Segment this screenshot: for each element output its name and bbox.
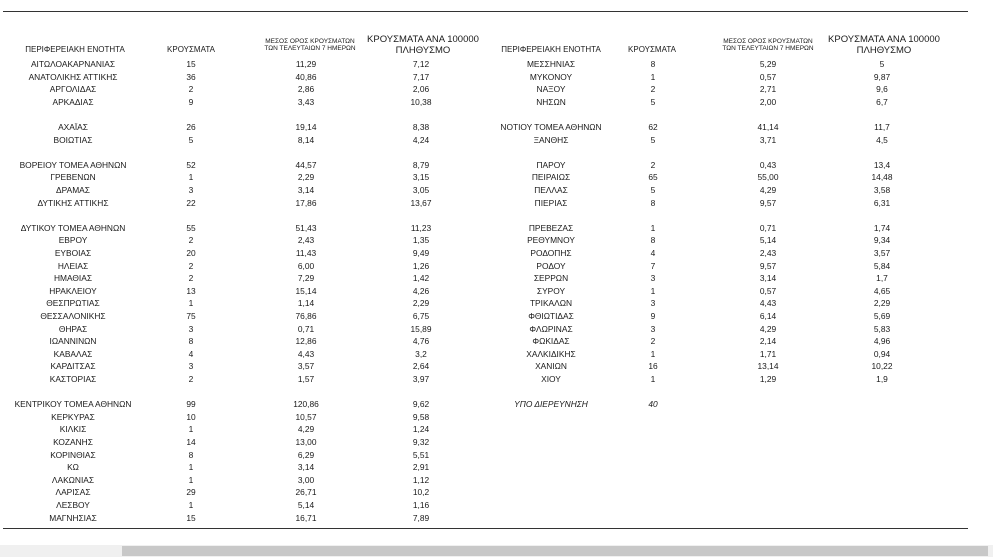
region-name-cell: ΛΑΚΩΝΙΑΣ — [51, 474, 95, 485]
cases-cell: 1 — [188, 474, 194, 485]
avg-7day-cell: 0,57 — [759, 285, 777, 296]
header-rate-left-line2: ΠΛΗΘΥΣΜΟ — [395, 44, 451, 56]
region-name-cell: ΚΕΡΚΥΡΑΣ — [51, 411, 95, 422]
cases-cell: 1 — [188, 298, 194, 309]
rate-per-100k-cell: 5,51 — [412, 449, 430, 460]
avg-7day-cell: 4,43 — [759, 298, 777, 309]
region-name-cell: ΠΙΕΡΙΑΣ — [534, 197, 568, 208]
rate-per-100k-cell: 2,64 — [412, 361, 430, 372]
region-name-cell: ΞΑΝΘΗΣ — [533, 134, 569, 145]
header-avg-right-line1: ΜΕΣΟΣ ΟΡΟΣ ΚΡΟΥΣΜΑΤΩΝ — [723, 38, 813, 45]
avg-7day-cell: 2,43 — [759, 248, 777, 258]
cases-cell: 2 — [188, 84, 194, 95]
bottom-rule — [3, 528, 968, 529]
avg-7day-cell: 6,14 — [759, 311, 777, 321]
header-avg-right — [708, 38, 828, 53]
region-name-cell: ΡΟΔΟΥ — [536, 260, 566, 271]
avg-7day-cell: 13,14 — [757, 361, 779, 372]
avg-7day-cell: 4,29 — [297, 424, 315, 435]
region-name-cell: ΜΑΓΝΗΣΙΑΣ — [49, 512, 97, 523]
cases-cell: 55 — [186, 222, 196, 233]
cases-cell: 2 — [650, 159, 656, 170]
region-name-cell: ΚΟΖΑΝΗΣ — [53, 437, 93, 447]
avg-7day-cell: 11,43 — [295, 248, 317, 258]
cases-cell: 5 — [650, 96, 656, 107]
region-name-cell: ΡΟΔΟΠΗΣ — [530, 248, 572, 258]
rate-per-100k-cell: 2,29 — [873, 298, 891, 309]
avg-7day-cell: 7,29 — [297, 273, 315, 284]
cases-cell: 3 — [650, 273, 656, 284]
region-name-cell: ΑΡΓΟΛΙΔΑΣ — [49, 84, 97, 95]
header-avg-right-line2: ΤΩΝ ΤΕΛΕΥΤΑΙΩΝ 7 ΗΜΕΡΩΝ — [722, 45, 814, 53]
cases-cell: 2 — [188, 235, 194, 246]
region-name-cell: ΗΜΑΘΙΑΣ — [53, 273, 93, 284]
avg-7day-cell: 2,86 — [297, 84, 315, 95]
rate-per-100k-cell: 5,69 — [873, 311, 891, 321]
cases-cell: 4 — [188, 348, 194, 359]
rate-per-100k-cell: 3,97 — [412, 374, 430, 384]
rate-per-100k-cell: 1,16 — [412, 500, 430, 510]
cases-cell: 1 — [188, 424, 194, 435]
avg-7day-cell: 51,43 — [295, 222, 317, 233]
rate-per-100k-cell: 4,65 — [873, 285, 891, 296]
cases-cell: 3 — [188, 361, 194, 372]
rate-per-100k-cell: 13,4 — [873, 159, 891, 170]
top-rule — [3, 11, 968, 12]
avg-7day-cell: 8,14 — [297, 134, 315, 145]
avg-7day-cell: 120,86 — [293, 399, 319, 410]
region-name-cell: ΝΑΞΟΥ — [536, 84, 566, 95]
rate-per-100k-cell: 3,05 — [412, 185, 430, 195]
avg-7day-cell: 3,14 — [759, 273, 777, 284]
avg-7day-cell: 2,00 — [759, 96, 777, 107]
avg-7day-cell: 5,14 — [297, 500, 315, 510]
rate-per-100k-cell: 4,24 — [412, 134, 430, 145]
header-rate-right-line2: ΠΛΗΘΥΣΜΟ — [856, 44, 912, 56]
cases-cell: 5 — [188, 134, 194, 145]
region-name-cell: ΡΕΘΥΜΝΟΥ — [527, 235, 575, 246]
rate-per-100k-cell: 9,49 — [412, 248, 430, 258]
cases-cell: 3 — [188, 185, 194, 195]
rate-per-100k-cell: 1,74 — [873, 222, 891, 233]
cases-cell: 22 — [186, 197, 196, 208]
rate-per-100k-cell: 2,29 — [412, 298, 430, 309]
region-name-cell: ΜΕΣΣΗΝΙΑΣ — [526, 59, 576, 69]
cases-cell: 52 — [186, 159, 196, 170]
cases-cell: 16 — [648, 361, 658, 372]
avg-7day-cell: 3,00 — [297, 474, 315, 485]
region-name-cell: ΠΕΛΛΑΣ — [534, 185, 568, 195]
rate-per-100k-cell: 6,7 — [876, 96, 888, 107]
rate-per-100k-cell: 9,58 — [412, 411, 430, 422]
cases-cell: 7 — [650, 260, 656, 271]
rate-per-100k-cell: 1,7 — [876, 273, 888, 284]
rate-per-100k-cell: 1,42 — [412, 273, 430, 284]
rate-per-100k-cell: 3,2 — [415, 348, 427, 359]
region-name-cell: ΚΟΡΙΝΘΙΑΣ — [50, 449, 96, 460]
header-rate-right — [819, 35, 949, 57]
avg-7day-cell: 0,71 — [297, 323, 315, 334]
region-name-cell: ΔΥΤΙΚΗΣ ΑΤΤΙΚΗΣ — [37, 197, 109, 208]
region-name-cell: ΥΠΟ ΔΙΕΡΕΥΝΗΣΗ — [514, 399, 588, 410]
cases-cell: 65 — [648, 172, 658, 183]
rate-per-100k-cell: 3,15 — [412, 172, 430, 183]
avg-7day-cell: 4,29 — [759, 185, 777, 195]
header-avg-left-line1: ΜΕΣΟΣ ΟΡΟΣ ΚΡΟΥΣΜΑΤΩΝ — [265, 38, 355, 45]
avg-7day-cell: 12,86 — [295, 336, 317, 347]
rate-per-100k-cell: 15,89 — [410, 323, 432, 334]
region-name-cell: ΘΗΡΑΣ — [58, 323, 88, 334]
cases-cell: 1 — [188, 500, 194, 510]
cases-cell: 1 — [650, 374, 656, 384]
rate-per-100k-cell: 6,31 — [873, 197, 891, 208]
rate-per-100k-cell: 8,79 — [412, 159, 430, 170]
header-cases-right: ΚΡΟΥΣΜΑΤΑ — [628, 45, 676, 54]
region-name-cell: ΗΡΑΚΛΕΙΟΥ — [49, 285, 97, 296]
avg-7day-cell: 2,29 — [297, 172, 315, 183]
avg-7day-cell: 2,43 — [297, 235, 315, 246]
region-name-cell: ΦΛΩΡΙΝΑΣ — [529, 323, 573, 334]
cases-cell: 29 — [186, 487, 196, 498]
region-name-cell: ΜΥΚΟΝΟΥ — [529, 71, 573, 82]
rate-per-100k-cell: 0,94 — [873, 348, 891, 359]
rate-per-100k-cell: 11,23 — [410, 222, 432, 233]
avg-7day-cell: 3,71 — [759, 134, 777, 145]
region-name-cell: ΧΑΛΚΙΔΙΚΗΣ — [526, 348, 576, 359]
avg-7day-cell: 2,71 — [759, 84, 777, 95]
avg-7day-cell: 5,29 — [759, 59, 777, 69]
cases-cell: 15 — [186, 512, 196, 523]
header-avg-left-line2: ΤΩΝ ΤΕΛΕΥΤΑΙΩΝ 7 ΗΜΕΡΩΝ — [264, 45, 356, 53]
rate-per-100k-cell: 5,83 — [873, 323, 891, 334]
avg-7day-cell: 3,57 — [297, 361, 315, 372]
rate-per-100k-cell: 7,89 — [412, 512, 430, 523]
header-rate-right-line1: ΚΡΟΥΣΜΑΤΑ ΑΝΑ 100000 — [828, 34, 940, 45]
region-name-cell: ΧΙΟΥ — [541, 374, 561, 384]
avg-7day-cell: 3,14 — [297, 185, 315, 195]
region-name-cell: ΕΒΡΟΥ — [58, 235, 88, 246]
cases-cell: 8 — [650, 235, 656, 246]
cases-cell: 15 — [186, 59, 196, 69]
region-name-cell: ΣΥΡΟΥ — [536, 285, 566, 296]
avg-7day-cell: 76,86 — [295, 311, 317, 321]
header-region-right: ΠΕΡΙΦΕΡΕΙΑΚΗ ΕΝΟΤΗΤΑ — [501, 45, 601, 54]
cases-cell: 75 — [186, 311, 196, 321]
avg-7day-cell: 1,14 — [297, 298, 315, 309]
rate-per-100k-cell: 3,57 — [873, 248, 891, 258]
rate-per-100k-cell: 4,76 — [412, 336, 430, 347]
region-name-cell: ΚΕΝΤΡΙΚΟΥ ΤΟΜΕΑ ΑΘΗΝΩΝ — [14, 399, 132, 410]
rate-per-100k-cell: 8,38 — [412, 122, 430, 132]
cases-cell: 13 — [186, 285, 196, 296]
rate-per-100k-cell: 2,06 — [412, 84, 430, 95]
cases-cell: 14 — [186, 437, 196, 447]
cases-cell: 26 — [186, 122, 196, 132]
avg-7day-cell: 4,29 — [759, 323, 777, 334]
cases-cell: 1 — [650, 285, 656, 296]
avg-7day-cell: 9,57 — [759, 260, 777, 271]
region-name-cell: ΛΑΡΙΣΑΣ — [55, 487, 91, 498]
header-region-left: ΠΕΡΙΦΕΡΕΙΑΚΗ ΕΝΟΤΗΤΑ — [25, 45, 125, 54]
rate-per-100k-cell: 9,6 — [876, 84, 888, 95]
avg-7day-cell: 3,43 — [297, 96, 315, 107]
region-name-cell: ΤΡΙΚΑΛΩΝ — [529, 298, 573, 309]
cases-cell: 8 — [188, 336, 194, 347]
rate-per-100k-cell: 1,24 — [412, 424, 430, 435]
region-name-cell: ΦΘΙΩΤΙΔΑΣ — [528, 311, 574, 321]
rate-per-100k-cell: 13,67 — [410, 197, 432, 208]
rate-per-100k-cell: 2,91 — [412, 462, 430, 473]
cases-cell: 1 — [188, 172, 194, 183]
region-name-cell: ΠΡΕΒΕΖΑΣ — [528, 222, 574, 233]
cases-cell: 5 — [650, 134, 656, 145]
region-name-cell: ΓΡΕΒΕΝΩΝ — [50, 172, 96, 183]
cases-cell: 3 — [650, 323, 656, 334]
rate-per-100k-cell: 7,12 — [412, 59, 430, 69]
region-name-cell: ΑΙΤΩΛΟΑΚΑΡΝΑΝΙΑΣ — [30, 59, 116, 69]
region-name-cell: ΙΩΑΝΝΙΝΩΝ — [49, 336, 97, 347]
cases-cell: 3 — [188, 323, 194, 334]
region-name-cell: ΑΝΑΤΟΛΙΚΗΣ ΑΤΤΙΚΗΣ — [28, 71, 118, 82]
avg-7day-cell: 4,43 — [297, 348, 315, 359]
avg-7day-cell: 26,71 — [295, 487, 317, 498]
region-name-cell: ΠΕΙΡΑΙΩΣ — [531, 172, 571, 183]
region-name-cell: ΚΩ — [67, 462, 79, 473]
rate-per-100k-cell: 1,9 — [876, 374, 888, 384]
rate-per-100k-cell: 1,35 — [412, 235, 430, 246]
region-name-cell: ΦΩΚΙΔΑΣ — [532, 336, 570, 347]
avg-7day-cell: 11,29 — [295, 59, 317, 69]
rate-per-100k-cell: 1,26 — [412, 260, 430, 271]
header-rate-left-line1: ΚΡΟΥΣΜΑΤΑ ΑΝΑ 100000 — [367, 34, 479, 45]
region-name-cell: ΝΟΤΙΟΥ ΤΟΜΕΑ ΑΘΗΝΩΝ — [500, 122, 602, 132]
cases-cell: 2 — [188, 260, 194, 271]
rate-per-100k-cell: 3,58 — [873, 185, 891, 195]
avg-7day-cell: 5,14 — [759, 235, 777, 246]
rate-per-100k-cell: 9,32 — [412, 437, 430, 447]
rate-per-100k-cell: 14,48 — [871, 172, 893, 183]
avg-7day-cell: 19,14 — [295, 122, 317, 132]
rate-per-100k-cell: 11,7 — [874, 122, 890, 132]
avg-7day-cell: 0,43 — [759, 159, 777, 170]
cases-cell: 36 — [186, 71, 196, 82]
header-cases-left: ΚΡΟΥΣΜΑΤΑ — [167, 45, 215, 54]
avg-7day-cell: 1,29 — [759, 374, 777, 384]
avg-7day-cell: 2,14 — [759, 336, 777, 347]
avg-7day-cell: 1,71 — [759, 348, 777, 359]
avg-7day-cell: 1,57 — [297, 374, 315, 384]
cases-cell: 8 — [650, 197, 656, 208]
avg-7day-cell: 0,57 — [759, 71, 777, 82]
rate-per-100k-cell: 4,96 — [873, 336, 891, 347]
rate-per-100k-cell: 1,12 — [412, 474, 430, 485]
region-name-cell: ΔΡΑΜΑΣ — [56, 185, 90, 195]
cases-cell: 1 — [188, 462, 194, 473]
cases-cell: 9 — [650, 311, 656, 321]
region-name-cell: ΚΑΒΑΛΑΣ — [53, 348, 93, 359]
avg-7day-cell: 3,14 — [297, 462, 315, 473]
region-name-cell: ΕΥΒΟΙΑΣ — [54, 248, 92, 258]
avg-7day-cell: 15,14 — [295, 285, 317, 296]
cases-cell: 99 — [186, 399, 196, 410]
region-name-cell: ΔΥΤΙΚΟΥ ΤΟΜΕΑ ΑΘΗΝΩΝ — [20, 222, 126, 233]
region-name-cell: ΑΧΑΪΑΣ — [58, 122, 88, 132]
region-name-cell: ΧΑΝΙΩΝ — [535, 361, 567, 372]
avg-7day-cell: 9,57 — [759, 197, 777, 208]
avg-7day-cell: 40,86 — [295, 71, 317, 82]
rate-per-100k-cell: 5,84 — [873, 260, 891, 271]
region-name-cell: ΝΗΣΩΝ — [536, 96, 566, 107]
rate-per-100k-cell: 10,38 — [410, 96, 432, 107]
rate-per-100k-cell: 9,34 — [873, 235, 891, 246]
region-name-cell: ΛΕΣΒΟΥ — [56, 500, 90, 510]
region-name-cell: ΗΛΕΙΑΣ — [57, 260, 89, 271]
region-name-cell: ΚΑΡΔΙΤΣΑΣ — [50, 361, 96, 372]
rate-per-100k-cell: 6,75 — [412, 311, 430, 321]
avg-7day-cell: 6,29 — [297, 449, 315, 460]
region-name-cell: ΒΟΡΕΙΟΥ ΤΟΜΕΑ ΑΘΗΝΩΝ — [19, 159, 127, 170]
cases-cell: 5 — [650, 185, 656, 195]
avg-7day-cell: 17,86 — [295, 197, 317, 208]
header-rate-left — [358, 35, 488, 57]
avg-7day-cell: 55,00 — [757, 172, 779, 183]
cases-cell: 4 — [650, 248, 656, 258]
region-name-cell: ΒΟΙΩΤΙΑΣ — [53, 134, 93, 145]
cases-cell: 1 — [650, 348, 656, 359]
cases-cell: 8 — [188, 449, 194, 460]
region-name-cell: ΚΑΣΤΟΡΙΑΣ — [49, 374, 97, 384]
cases-cell: 3 — [650, 298, 656, 309]
region-name-cell: ΠΑΡΟΥ — [536, 159, 566, 170]
region-name-cell: ΣΕΡΡΩΝ — [533, 273, 569, 284]
avg-7day-cell: 44,57 — [295, 159, 317, 170]
avg-7day-cell: 13,00 — [295, 437, 317, 447]
region-name-cell: ΘΕΣΣΑΛΟΝΙΚΗΣ — [40, 311, 106, 321]
cases-cell: 40 — [648, 399, 658, 410]
cases-cell: 1 — [650, 222, 656, 233]
horizontal-scrollbar-thumb[interactable] — [122, 546, 988, 556]
rate-per-100k-cell: 9,62 — [412, 399, 430, 410]
avg-7day-cell: 41,14 — [757, 122, 779, 132]
rate-per-100k-cell: 10,2 — [412, 487, 430, 498]
avg-7day-cell: 16,71 — [295, 512, 317, 523]
cases-cell: 62 — [648, 122, 658, 132]
cases-cell: 2 — [188, 273, 194, 284]
cases-cell: 2 — [650, 84, 656, 95]
region-name-cell: ΚΙΛΚΙΣ — [59, 424, 87, 435]
rate-per-100k-cell: 9,87 — [873, 71, 891, 82]
cases-cell: 10 — [186, 411, 196, 422]
avg-7day-cell: 6,00 — [297, 260, 315, 271]
region-name-cell: ΑΡΚΑΔΙΑΣ — [52, 96, 94, 107]
cases-cell: 20 — [186, 248, 196, 258]
rate-per-100k-cell: 4,5 — [876, 134, 888, 145]
cases-cell: 2 — [188, 374, 194, 384]
avg-7day-cell: 0,71 — [759, 222, 777, 233]
region-name-cell: ΘΕΣΠΡΩΤΙΑΣ — [46, 298, 100, 309]
cases-cell: 8 — [650, 59, 656, 69]
rate-per-100k-cell: 10,22 — [871, 361, 893, 372]
cases-cell: 2 — [650, 336, 656, 347]
rate-per-100k-cell: 5 — [879, 59, 885, 69]
cases-cell: 9 — [188, 96, 194, 107]
header-avg-left — [250, 38, 370, 53]
avg-7day-cell: 10,57 — [295, 411, 317, 422]
rate-per-100k-cell: 4,26 — [412, 285, 430, 296]
cases-cell: 1 — [650, 71, 656, 82]
rate-per-100k-cell: 7,17 — [412, 71, 430, 82]
